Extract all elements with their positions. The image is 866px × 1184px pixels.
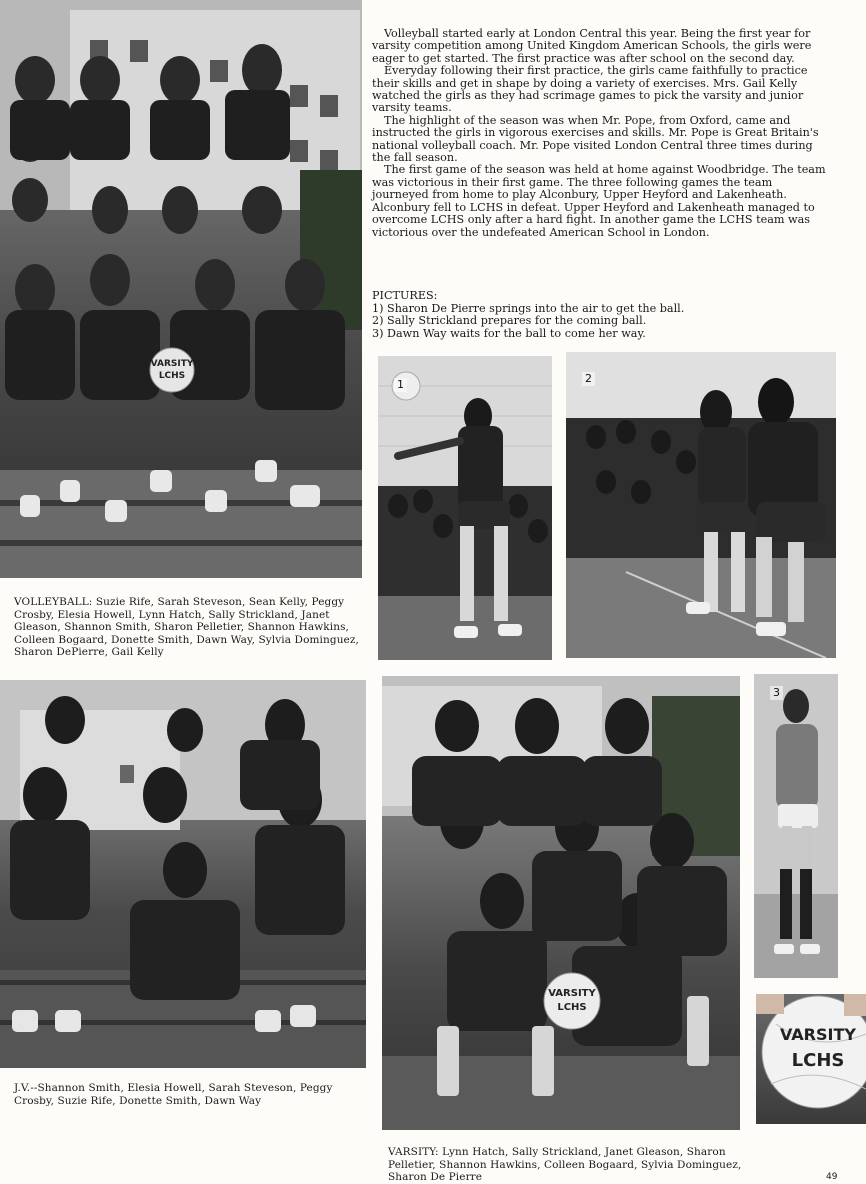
action-photo-1-scene [378, 356, 552, 660]
action-photo-3 [754, 674, 838, 978]
varsity-photo [382, 676, 740, 1130]
action-photo-2 [566, 352, 836, 658]
article-body [372, 28, 827, 239]
jv-photo [0, 680, 366, 1068]
pictures-item: 2) Sally Strickland prepares for the coming ball. [372, 314, 647, 328]
action-photo-3-scene [754, 674, 838, 978]
action-photo-1 [378, 356, 552, 660]
team-photo [0, 0, 362, 578]
photo-number-1: 1 [394, 378, 407, 392]
pictures-heading: PICTURES: [372, 289, 438, 302]
jv-photo-scene [0, 680, 366, 1068]
ball-closeup-photo [756, 994, 866, 1124]
pictures-item: 3) Dawn Way waits for the ball to come her way. [372, 326, 646, 340]
jv-caption: J.V.--Shannon Smith, Elesia Howell, Sarah Steveson, Peggy Crosby, Suzie Rife, Donette Smith, Dawn Way [14, 1082, 333, 1107]
team-photo-scene [0, 0, 362, 578]
photo-number-3: 3 [770, 686, 783, 700]
pictures-item: 1) Sharon De Pierre springs into the air to get the ball. [372, 301, 685, 315]
varsity-photo-scene [382, 676, 740, 1130]
volleyball-caption: VOLLEYBALL: Suzie Rife, Sarah Steveson, Sean Kelly, Peggy Crosby, Elesia Howell, Lynn Hatch, Sally Strickland, Janet Gleason, Shannon Smith, Sharon Pelletier, Shannon Hawkins, Colleen Bogaard, Donette Smith, Dawn Way, Sylvia Dominguez, Sharon DePierre, Gail Kelly [14, 596, 359, 659]
svg-text:VARSITY: VARSITY [548, 988, 596, 999]
ball-closeup-scene [756, 994, 866, 1124]
svg-text:VARSITY: VARSITY [780, 1025, 856, 1044]
action-photo-2-scene [566, 352, 836, 658]
svg-text:LCHS: LCHS [158, 371, 186, 381]
varsity-caption: VARSITY: Lynn Hatch, Sally Strickland, Janet Gleason, Sharon Pelletier, Shannon Hawkins, Colleen Bogaard, Sylvia Dominguez, Sharon De Pierre [388, 1146, 742, 1184]
svg-text:LCHS: LCHS [557, 1002, 587, 1013]
article-paragraph: Volleyball started early at London Central this year. Being the first year for varsity competition among United Kingdom American Schools, the girls were eager to get started. The first practice was after school on the second day. [372, 27, 812, 65]
svg-text:LCHS: LCHS [791, 1050, 845, 1071]
pictures-list [372, 290, 832, 340]
page-number: 49 [826, 1172, 838, 1182]
article-paragraph: The highlight of the season was when Mr. Pope, from Oxford, came and instructed the girls in vigorous exercises and skills. Mr. Pope is Great Britain's national volleyball coach. Mr. Pope visited London Central three times during the fall season. [372, 113, 819, 165]
svg-text:VARSITY: VARSITY [150, 359, 194, 369]
photo-number-2: 2 [582, 372, 595, 386]
article-paragraph: The first game of the season was held at home against Woodbridge. The team was victorious in their first game. The three following games the team journeyed from home to play Alconbury, Upper Heyford and Lakenheath. Alconbury fell to LCHS in defeat. Upper Heyford and Lakenheath managed to overcome LCHS only after a hard fight. In another game the LCHS team was victorious over the undefeated American School in London. [372, 163, 826, 239]
article-paragraph: Everyday following their first practice, the girls came faithfully to practice their skills and get in shape by doing a variety of exercises. Mrs. Gail Kelly watched the girls as they had scrimage games to pick the varsity and junior varsity teams. [372, 64, 808, 115]
